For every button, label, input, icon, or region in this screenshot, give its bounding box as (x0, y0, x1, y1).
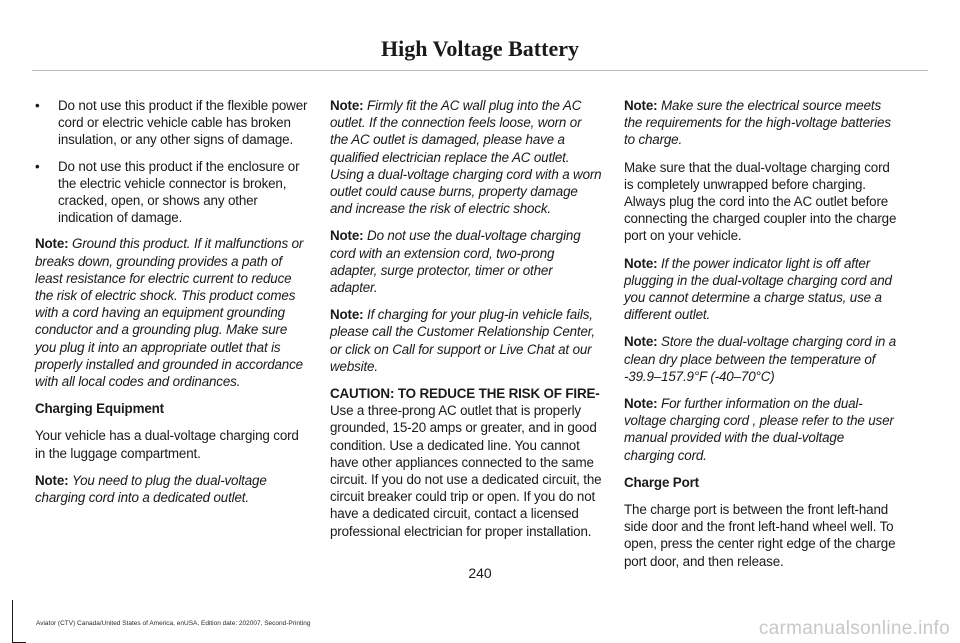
paragraph-unwrap-cord: Make sure that the dual-voltage charging cord is completely unwrapped before charging. Always plug the cord into the AC outlet before connecting the charged coupler into the charge port on your vehicle. (624, 159, 897, 244)
note-label: Note: (35, 236, 69, 252)
note-label: Note: (624, 98, 658, 113)
watermark: carmanualsonline.info (758, 618, 950, 639)
bullet-item (35, 97, 311, 149)
caution-fire-risk (330, 385, 602, 540)
header-divider (32, 70, 928, 71)
note-label: Note: (624, 334, 658, 350)
paragraph-charge-port: The charge port is between the front left-hand side door and the front left-hand wheel well. To open, press the center right edge of the charge port door, and then release. (624, 502, 896, 569)
crop-mark-vertical (12, 600, 13, 643)
note-text: For further information on the dual-voltage charging cord , please refer to the user manual provided with the dual-voltage charging cord. (624, 396, 894, 463)
note-text: If the power indicator light is off after plugging in the dual-voltage charging cord and you cannot determine a charge status, use a different outlet. (624, 255, 892, 323)
caution-text: Use a three-prong AC outlet that is properly grounded, 15-20 amps or greater, and in good condition. Use a dedicated line. You cannot have other appliances connected to the same circuit. If you do not use a dedicated circuit, the circuit breaker could trip or open. If you do not have a dedicated circuit, contact a licensed professional electrician for proper installation. (330, 403, 602, 539)
note-charging-fails (330, 306, 602, 375)
section-heading-charging-equipment: Charging Equipment (35, 401, 164, 417)
note-text: Ground this product. If it malfunctions or breaks down, grounding provides a path of least resistance for electric current to reduce the risk of electric shock. This product comes with a cord having an equipment grounding conductor and a grounding plug. Make sure you plug it into an appropriate outlet that is properly installed and grounded in accordance with all local codes and ordinances. (35, 236, 304, 390)
note-power-indicator (624, 255, 897, 324)
note-grounding (35, 235, 311, 390)
note-storage (624, 333, 897, 385)
bullet-icon: • (35, 158, 40, 174)
page-number: 240 (468, 565, 492, 581)
note-ac-plug (330, 97, 602, 217)
note-text: Do not use the dual-voltage charging cord with an extension cord, two-prong adapter, surge protector, timer or other adapter. (330, 228, 581, 296)
note-label: Note: (330, 98, 364, 113)
note-label: Note: (35, 472, 69, 488)
column-left (35, 97, 311, 516)
page-title: High Voltage Battery (381, 36, 579, 61)
note-text: You need to plug the dual-voltage charging cord into a dedicated outlet. (35, 472, 267, 506)
note-text: Firmly fit the AC wall plug into the AC outlet. If the connection feels loose, worn or the AC outlet is damaged, please have a qualified electrician replace the AC outlet. Using a dual-voltage charging cord with a worn outlet could cause burns, property damage and increase the risk of electric shock. (330, 98, 602, 217)
bullet-text: Do not use this product if the enclosure or the electric vehicle connector is broken, cracked, open, or shows any other indication of damage. (58, 158, 300, 226)
note-text: Store the dual-voltage charging cord in a clean dry place between the temperature of -39.9–157.9°F (-40–70°C) (624, 334, 897, 384)
bullet-icon: • (35, 98, 40, 113)
note-label: Note: (330, 307, 364, 323)
paragraph-charging-cord: Your vehicle has a dual-voltage charging cord in the luggage compartment. (35, 428, 299, 461)
note-dedicated-outlet (35, 472, 311, 506)
note-electrical-source (624, 97, 897, 149)
bullet-text: Do not use this product if the flexible power cord or electric vehicle cable has broken insulation, or any other signs of damage. (58, 98, 308, 148)
section-heading-charge-port: Charge Port (624, 474, 699, 490)
column-middle (330, 97, 602, 550)
caution-label: CAUTION: TO REDUCE THE RISK OF FIRE- (330, 386, 600, 402)
footer-edition-text: Aviator (CTV) Canada/United States of America, enUSA, Edition date: 202007, Second-Printing (36, 620, 311, 627)
note-further-info (624, 395, 897, 464)
note-extension-cord (330, 227, 602, 296)
note-text: If charging for your plug-in vehicle fails, please call the Customer Relationship Center, or click on Call for support or Live Chat at our website. (330, 307, 595, 374)
note-text: Make sure the electrical source meets the requirements for the high-voltage batteries to charge. (624, 98, 891, 148)
note-label: Note: (624, 255, 658, 271)
note-label: Note: (330, 228, 364, 244)
note-label: Note: (624, 396, 658, 412)
bullet-item (35, 158, 311, 227)
column-right (624, 97, 897, 580)
